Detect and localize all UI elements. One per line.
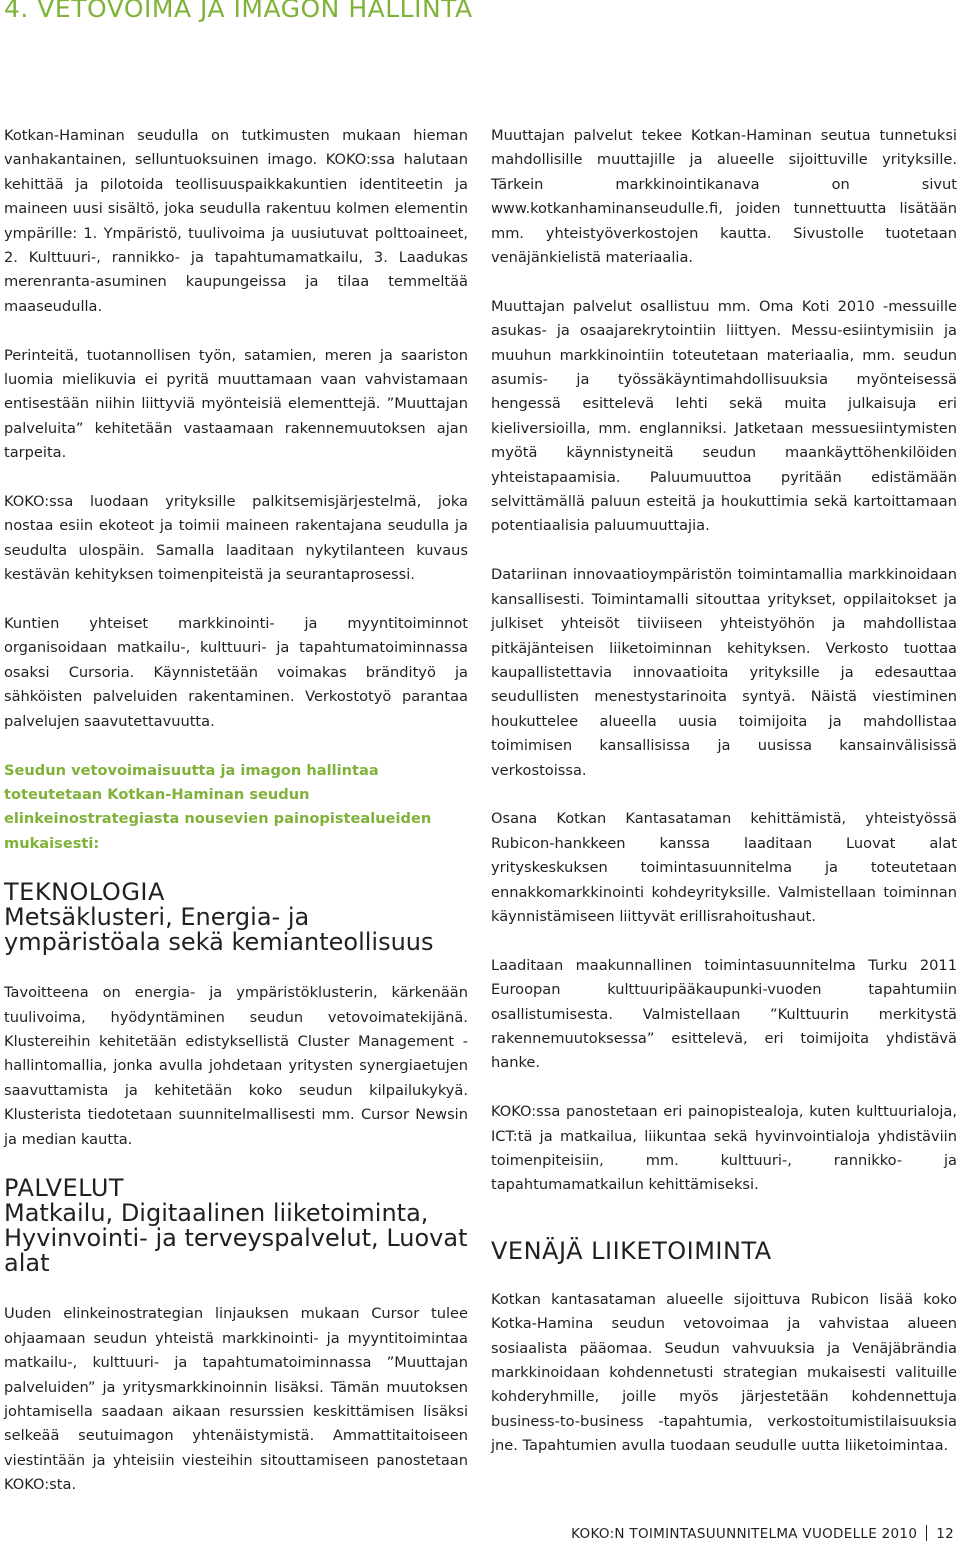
section-title: TEKNOLOGIA <box>4 878 165 907</box>
footer-text: KOKO:N TOIMINTASUUNNITELMA VUODELLE 2010 <box>571 1526 918 1542</box>
paragraph: Kuntien yhteiset markkinointi- ja myyntitoiminnot organisoidaan matkailu-, kulttuuri- ja tapahtumatoiminnassa osaksi Cursoria. Käynnistetään voimakas brändityö ja sähköisten palveluiden rakentaminen. Verkostotyö parantaa palvelujen saavutettavuutta. <box>4 615 468 730</box>
section-heading-teknologia <box>4 880 468 955</box>
page-number: 12 <box>936 1526 954 1542</box>
paragraph: Kotkan-Haminan seudulla on tutkimusten mukaan hieman vanhakantainen, selluntuoksuinen imago. KOKO:ssa halutaan kehittää ja pilotoida teollisuuspaikkakuntien identiteetin ja maineen uusi sisältö, joka seudulla rakentuu kolmen elementin ympärille: 1. Ympäristö, tuulivoima ja uusiutuvat polttoaineet, 2. Kulttuuri-, rannikko- ja tapahtumamatkailu, 3. Laadukas merenranta-asuminen kaupungeissa ja tilaa temmeltää maaseudulla. <box>4 127 468 315</box>
paragraph: Kotkan kantasataman alueelle sijoittuva Rubicon lisää koko Kotka-Hamina seudun vetovoimaa ja vahvistaa alueen sosiaalista pääomaa. Seudun vahvuuksia ja Venäjäbrändia markkinoidaan kohdennetusti strategian mukaisesti valituille kohderyhmille, joille myös järjestetään kohdennettuja business-to-business -tapahtumia, verkostoitumistilaisuuksia jne. Tapahtumien avulla tuodaan seudulle uutta liiketoimintaa. <box>491 1290 957 1455</box>
paragraph: KOKO:ssa panostetaan eri painopistealoja, kuten kulttuurialoja, ICT:tä ja matkailua, liikuntaa sekä hyvinvointialoja yhdistäviin toimenpiteisiin, mm. kulttuuri-, rannikko- ja tapahtumamatkailun kehittämiseksi. <box>491 1103 957 1194</box>
paragraph: Muuttajan palvelut tekee Kotkan-Haminan seutua tunnetuksi mahdollisille muuttajille ja alueelle sijoittuville yrityksille. Tärkein markkinointikanava on sivut www.kotkanhaminanseudulle.fi, joiden tunnettuutta lisätään mm. yhteistyöverkostojen kautta. Sivustolle tuotetaan venäjänkielistä materiaalia. <box>491 127 957 267</box>
paragraph: Osana Kotkan Kantasataman kehittämistä, yhteistyössä Rubicon-hankkeen kanssa laaditaan Luovat alat yrityskeskuksen toimintasuunnitelma ja toteutetaan ennakkomarkkinointi kohdeyrityksille. Valmistellaan toiminnan käynnistämiseen liittyvät erillisrahoitushaut. <box>491 810 957 925</box>
paragraph: KOKO:ssa luodaan yrityksille palkitsemisjärjestelmä, joka nostaa esiin ekoteot ja toimii maineen rakentajana seudulla ja seudulta ulospäin. Samalla laaditaan nykytilanteen kuvaus kestävän kehityksen toimenpiteistä ja seurantaprosessi. <box>4 493 468 584</box>
right-column <box>491 124 957 1483</box>
section-subtitle: Matkailu, Digitaalinen liiketoiminta, Hyvinvointi- ja terveyspalvelut, Luovat alat <box>4 1199 468 1278</box>
section-heading-palvelut <box>4 1176 468 1276</box>
paragraph: Perinteitä, tuotannollisen työn, satamien, meren ja saariston luomia mielikuvia ei pyritä muuttamaan vaan vahvistamaan entisestään niihin liittyviä myönteisiä elementtejä. ”Muuttajan palveluita” kehitetään vastaamaan rakennemuutoksen ajan tarpeita. <box>4 346 468 462</box>
paragraph: Datariinan innovaatioympäristön toimintamallia markkinoidaan kansallisesti. Toimintamalli sitouttaa yritykset, oppilaitokset ja julkiset yhteisöt tiiviiseen yhteistyöhön ja mahdollistaa pitkäjänteisen liiketoiminnan kehityksen. Verkosto tuottaa kaupallistettavia innovaatioita yrityksille ja edesauttaa seudullisten menestystarinoita syntyä. Näistä viestiminen houkuttelee alueella uusia toimijoita ja mahdollistaa toimimisen kansallisissa ja uusissa kansainvälisissä verkostoissa. <box>491 566 957 779</box>
paragraph: Muuttajan palvelut osallistuu mm. Oma Koti 2010 -messuille asukas- ja osaajarekrytointiin liittyen. Messu-esiintymisiin ja muuhun markkinointiin toteutetaan materiaalia, mm. seudun asumis- ja työssäkäyntimahdollisuuksia myönteisessä hengessä esittelevä lehti sekä muita julkaisuja eri kieliversioilla, mm. englanniksi. Jatketaan messuesiintymisten myötä käynnistyneitä seudun maankäyttöhenkilöiden yhteistapaamisia. Paluumuuttoa pyritään edistämään selvittämällä paluun esteitä ja houkuttimia sekä kartoittamaan potentiaalisia paluumuuttajia. <box>491 297 957 535</box>
section-heading-venaja <box>491 1238 957 1264</box>
left-column <box>4 124 468 1522</box>
page-title: 4. VETOVOIMA JA IMAGON HALLINTA <box>4 0 473 23</box>
section-title: VENÄJÄ LIIKETOIMINTA <box>491 1236 772 1265</box>
section-title: PALVELUT <box>4 1174 125 1203</box>
highlight-paragraph: Seudun vetovoimaisuutta ja imagon hallintaa toteutetaan Kotkan-Haminan seudun elinkeinostrategiasta nousevien painopistealueiden mukaisesti: <box>4 761 432 852</box>
section-subtitle: Metsäklusteri, Energia- ja ympäristöala sekä kemianteollisuus <box>4 903 434 957</box>
footer-divider <box>926 1525 927 1541</box>
paragraph: Uuden elinkeinostrategian linjauksen mukaan Cursor tulee ohjaamaan seudun yhteistä markkinointi- ja myyntitoimintaa matkailu-, kulttuuri- ja tapahtumatoiminnassa ”Muuttajan palveluiden” ja yritysmarkkinoinnin lisäksi. Tämän muutoksen johtamisella saadaan aikaan resurssien keskittämisen lisäksi selkeää seutuimagon yhtenäistymistä. Ammattitaitoiseen viestintään ja yhteisiin viesteihin sitouttamiseen panostetaan KOKO:sta. <box>4 1305 468 1494</box>
paragraph: Laaditaan maakunnallinen toimintasuunnitelma Turku 2011 Euroopan kulttuuripääkaupunki-vuoden tapahtumiin osallistumisesta. Valmistellaan ”Kulttuurin merkitystä rakennemuutoksessa” esittelevä, eri toimijoita yhdistävä hanke. <box>491 956 957 1072</box>
paragraph: Tavoitteena on energia- ja ympäristöklusterin, kärkenään tuulivoima, hyödyntäminen seudun vetovoimatekijänä. Klustereihin kehitetään edistyksellistä Cluster Management -hallintomallia, jonka avulla johdetaan yritysten synergiaetujen saavuttamista ja kehitetään koko seudun kilpailukykyä. Klusterista tiedotetaan suunnitelmallisesti mm. Cursor Newsin ja median kautta. <box>4 984 468 1148</box>
page-footer <box>571 1525 954 1542</box>
